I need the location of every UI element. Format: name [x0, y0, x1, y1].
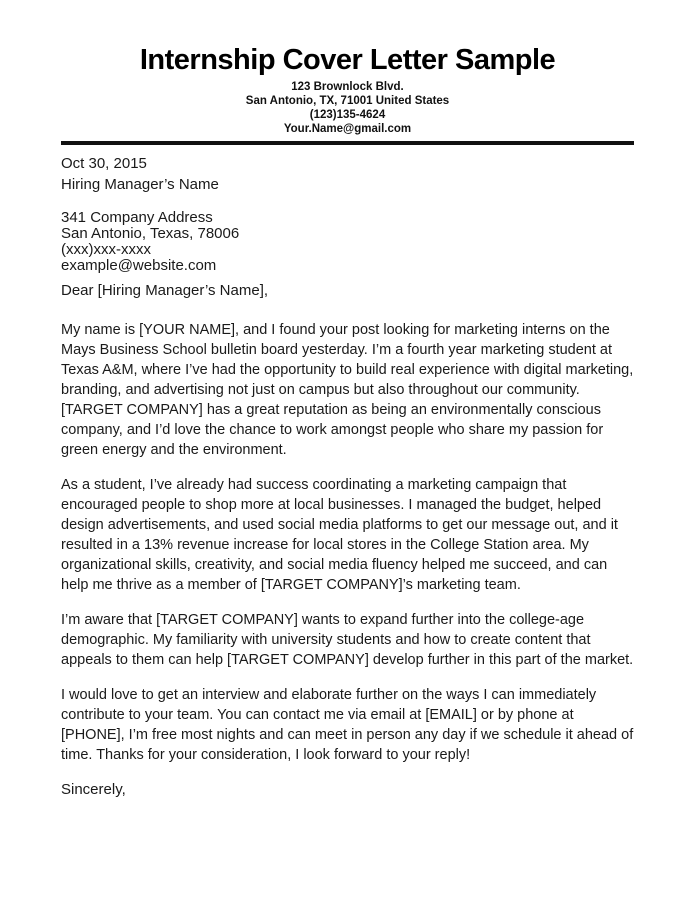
- letterhead-email: Your.Name@gmail.com: [283, 123, 412, 135]
- letterhead-phone: (123)135-4624: [309, 109, 386, 121]
- header-divider-rule: [61, 141, 634, 145]
- recipient-street: 341 Company Address: [61, 209, 213, 226]
- letter-body: [61, 154, 634, 799]
- page-title: Internship Cover Letter Sample: [139, 44, 556, 76]
- recipient-address-block: [61, 210, 634, 274]
- salutation: Dear [Hiring Manager’s Name],: [61, 282, 269, 299]
- recipient-city-state: San Antonio, Texas, 78006: [61, 225, 240, 242]
- body-paragraph-experience: As a student, I’ve already had success coordinating a marketing campaign that encouraged people to shop more at local businesses. I managed the budget, helped design advertisements, and used social media platforms to get our message out, and it resulted in a 13% revenue increase for local stores in the College Station area. My organizational skills, creativity, and social media fluency helped me succeed, and can help me thrive as a member of [TARGET COMPANY]’s marketing team.: [61, 477, 618, 593]
- recipient-name: Hiring Manager’s Name: [61, 176, 219, 193]
- recipient-phone: (xxx)xxx-xxxx: [61, 241, 151, 258]
- letter-date: Oct 30, 2015: [61, 155, 147, 172]
- closing-signoff: Sincerely,: [61, 781, 126, 798]
- body-paragraph-market-fit: I’m aware that [TARGET COMPANY] wants to expand further into the college-age demographic. My familiarity with university students and how to create content that appeals to them can help [TARGET COMPANY] develop further in this part of the market.: [61, 612, 634, 668]
- letterhead: [61, 44, 634, 136]
- letterhead-street: 123 Brownlock Blvd.: [291, 81, 404, 93]
- recipient-email: example@website.com: [61, 257, 217, 274]
- letterhead-city-state: San Antonio, TX, 71001 United States: [245, 95, 450, 107]
- body-paragraph-intro: My name is [YOUR NAME], and I found your post looking for marketing interns on the Mays Business School bulletin board yesterday. I’m a fourth year marketing student at Texas A&M, where I’ve had the opportunity to build real experience with digital marketing, branding, and advertising not just on campus but also throughout our community. [TARGET COMPANY] has a great reputation as being an environmentally conscious company, and I’d love the chance to work amongst people who share my passion for green energy and the environment.: [61, 322, 634, 458]
- body-paragraph-call-to-action: I would love to get an interview and elaborate further on the ways I can immediately contribute to your team. You can contact me via email at [EMAIL] or by phone at [PHONE], I’m free most nights and can meet in person any day if we schedule it ahead of time. Thanks for your consideration, I look forward to your reply!: [61, 687, 634, 763]
